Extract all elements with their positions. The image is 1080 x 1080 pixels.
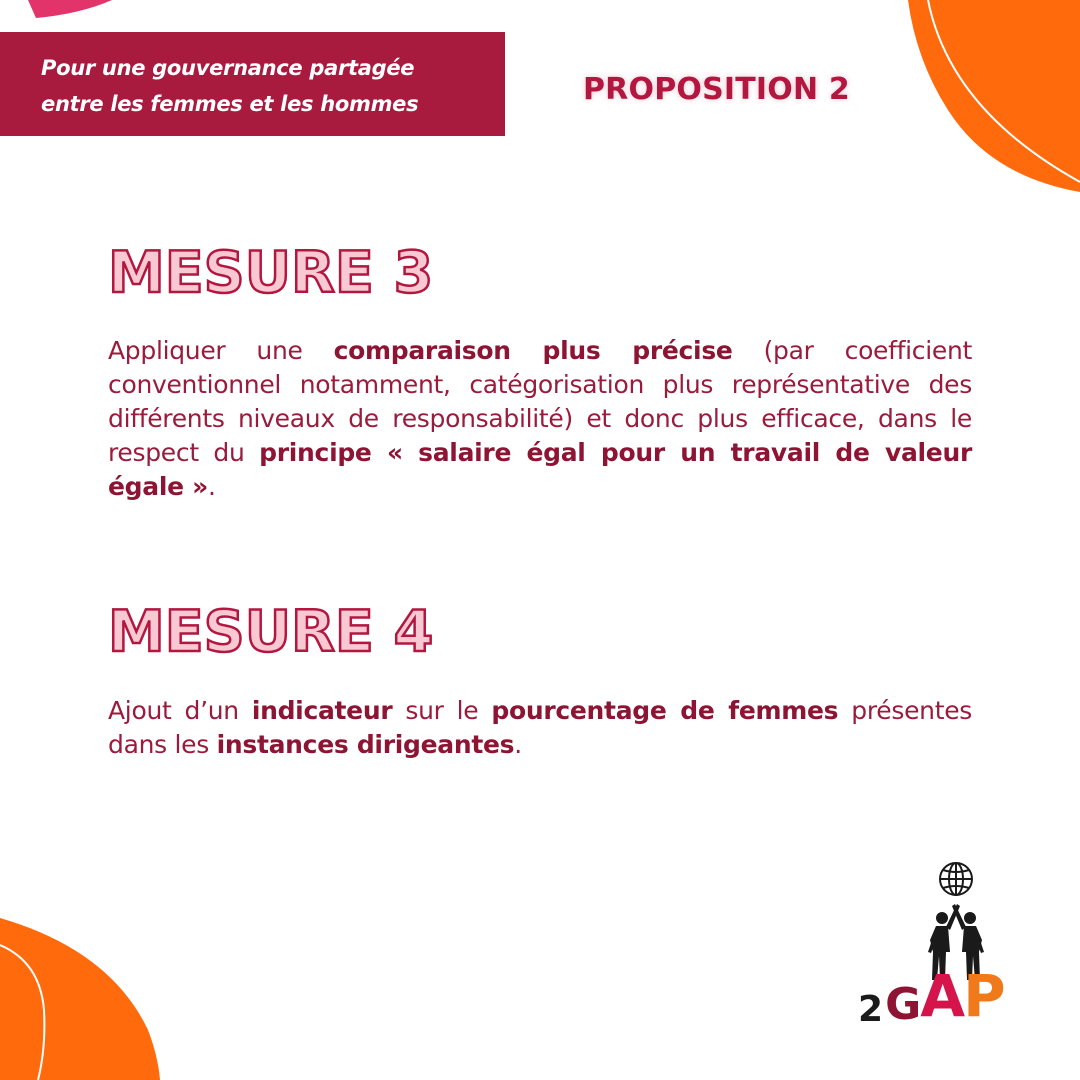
mesure-3-text-part-3: .: [208, 472, 216, 501]
mesure-4-heading: MESURE 4: [108, 599, 434, 665]
mesure-3-heading: MESURE 3: [108, 240, 434, 306]
logo-letter-g: G: [885, 979, 922, 1030]
mesure-4-text-part-1: Ajout d’un: [108, 696, 252, 725]
mesure-3-text-part-2: (par coefficient conventionnel notamment, catégorisation plus représentative des différents niveaux de responsabilité) et donc plus efficace, dans le respect du: [108, 336, 973, 467]
mesure-3-bold-1: comparaison plus précise: [333, 336, 733, 365]
logo-digit-2: 2: [858, 989, 884, 1030]
header-banner: [0, 32, 505, 136]
mesure-4-bold-3: instances dirigeantes: [216, 730, 515, 759]
mesure-3-text-part-1: Appliquer une: [108, 336, 334, 365]
2gap-logo: [858, 860, 1048, 1030]
banner-line-2: entre les femmes et les hommes: [41, 92, 419, 116]
mesure-4-bold-2: pourcentage de femmes: [491, 696, 839, 725]
logo-letter-a: A: [920, 962, 966, 1030]
mesure-4-text-part-2: sur le: [392, 696, 492, 725]
mesure-4-text: [108, 694, 972, 762]
logo-wordmark: [858, 962, 1006, 1032]
mesure-4-text-part-4: .: [514, 730, 522, 759]
logo-letter-p: P: [963, 962, 1006, 1030]
mesure-4-bold-1: indicateur: [251, 696, 393, 725]
proposition-label: PROPOSITION 2: [583, 72, 851, 107]
top-left-pink-shape: [28, 0, 112, 18]
bottom-left-orange-blob: [0, 918, 160, 1080]
globe-icon: [940, 863, 972, 895]
top-right-orange-blob: [908, 0, 1080, 192]
mesure-3-text: [108, 334, 972, 504]
mesure-4-text-part-3: présentes dans les: [108, 696, 973, 759]
banner-line-1: Pour une gouvernance partagée: [41, 56, 415, 80]
mesure-3-bold-2: principe « salaire égal pour un travail de valeur égale »: [108, 438, 972, 501]
